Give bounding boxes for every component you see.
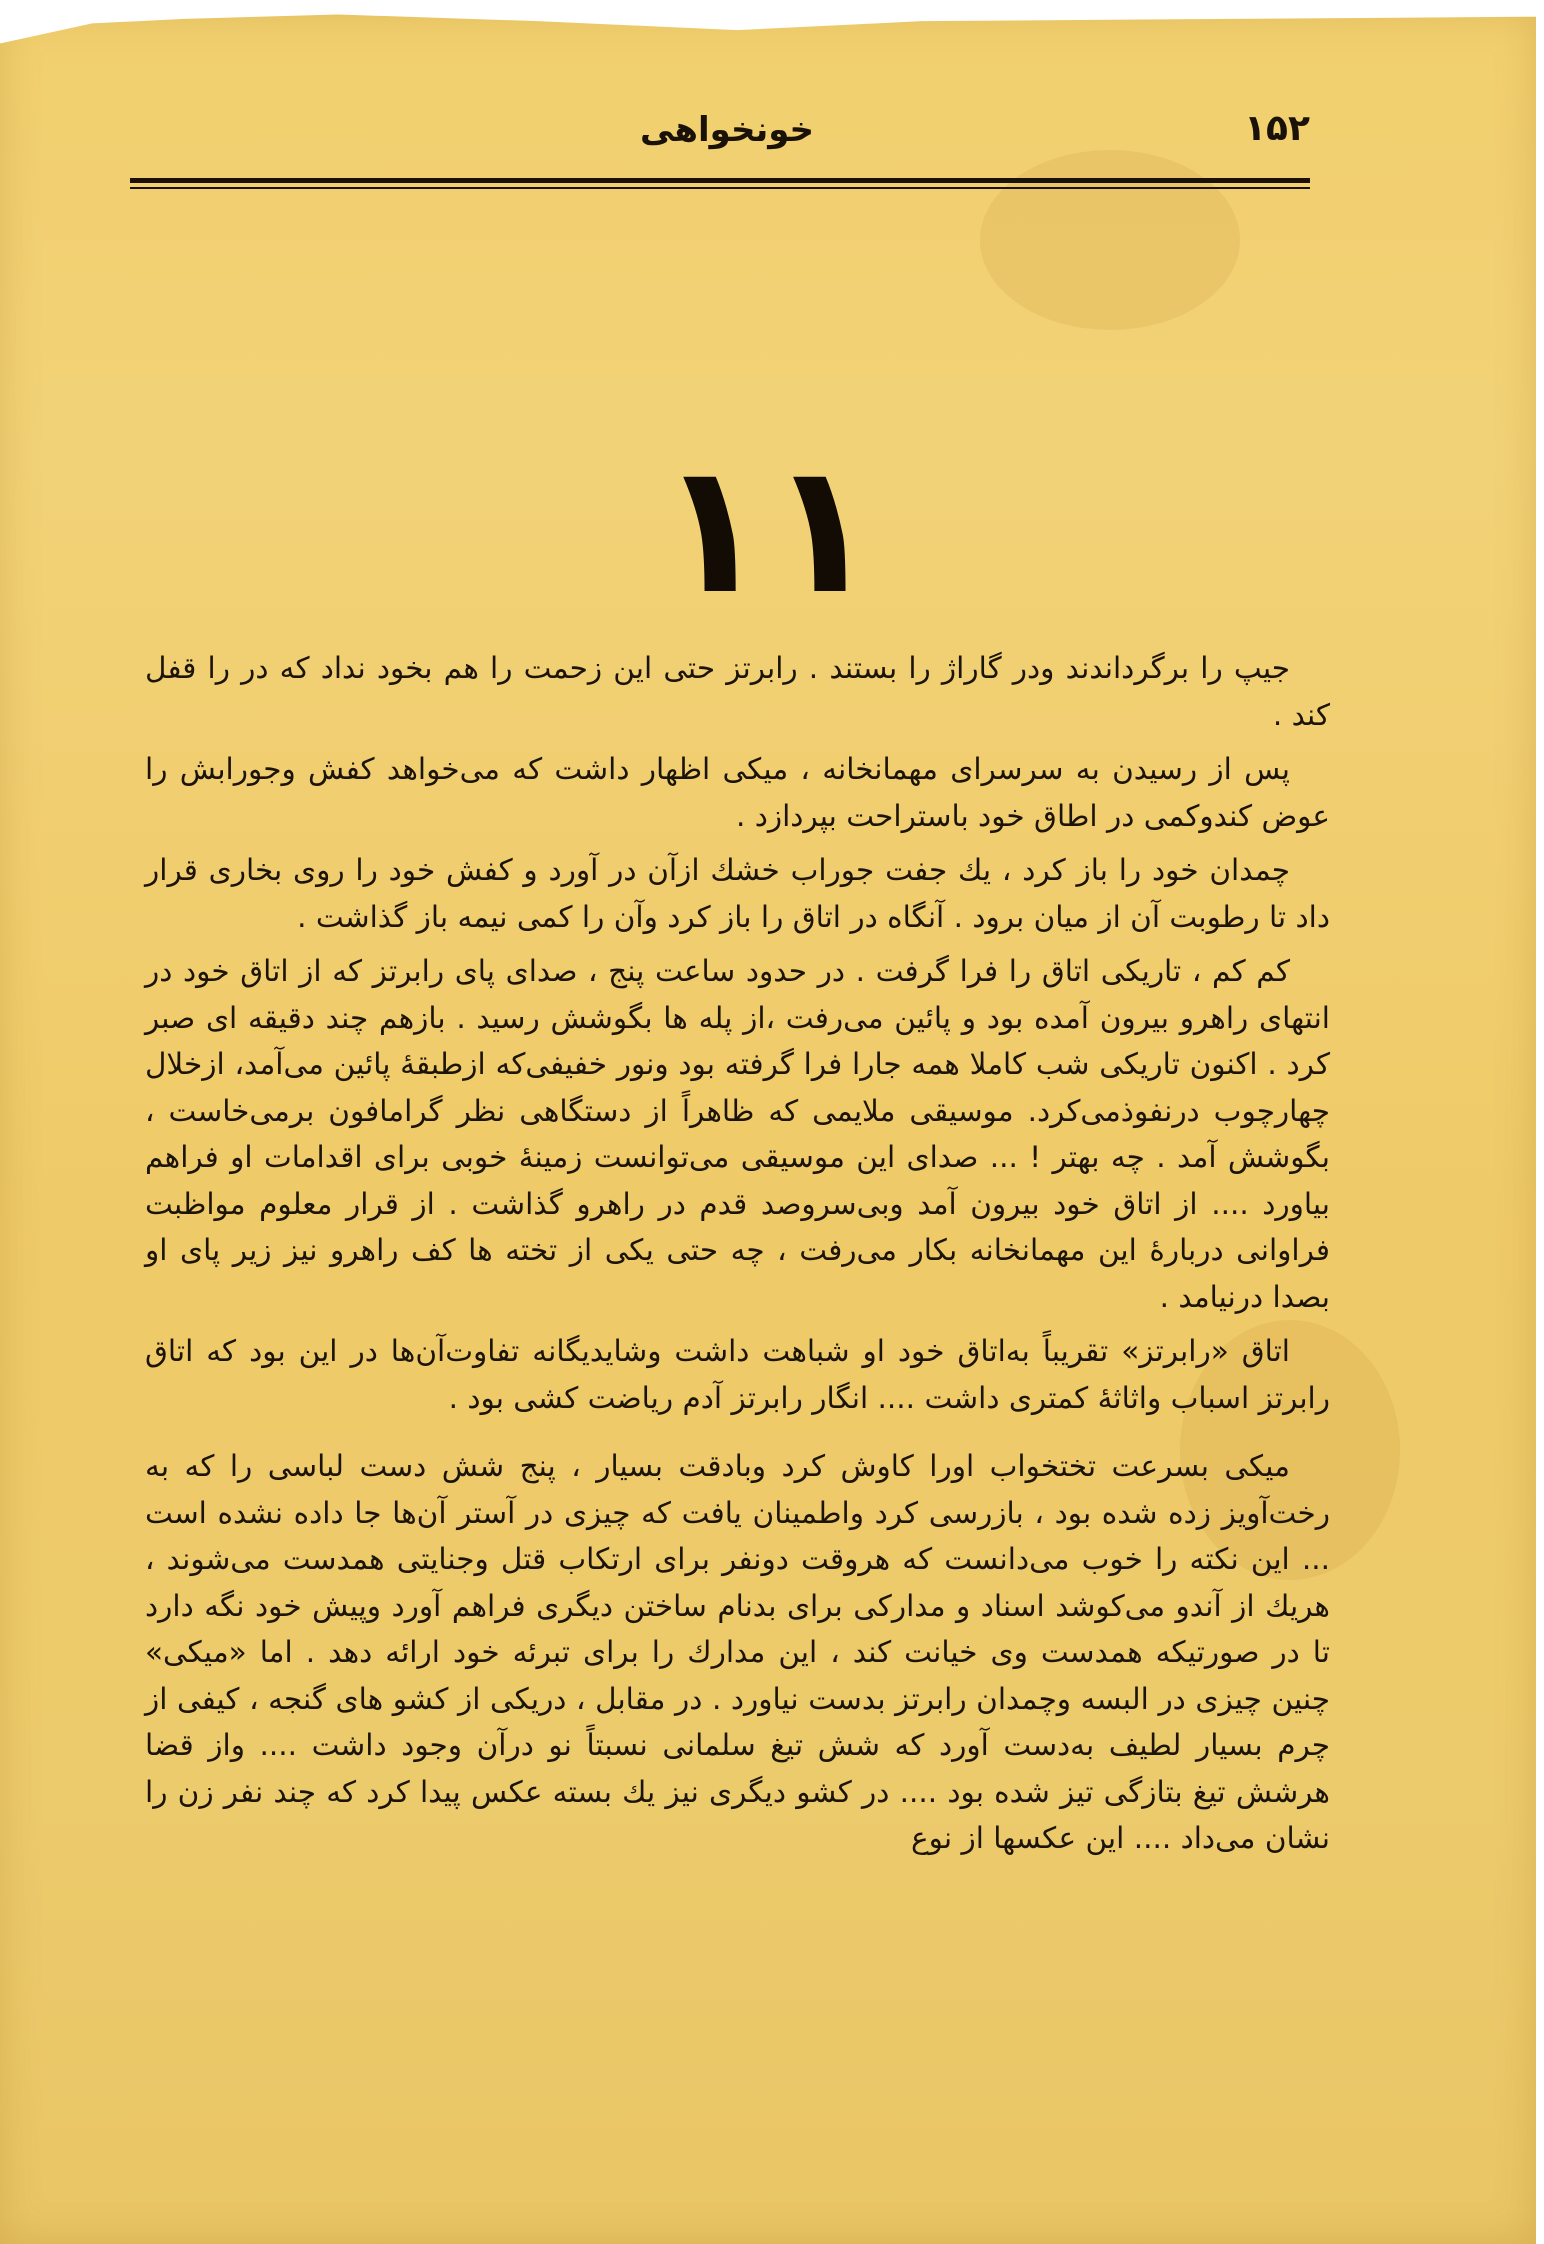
running-title: خونخواهی [640, 110, 815, 150]
paragraph: اتاق «رابرتز» تقریباً به‌اتاق خود او شباهت داشت وشایدیگانه تفاوت‌آن‌ها در این بود که اتاق رابرتز اسباب واثاثهٔ کمتری داشت .... انگار رابرتز آدم ریاضت کشی بود . [145, 1334, 1330, 1415]
page-header [130, 108, 1310, 178]
header-rule-thin [130, 187, 1310, 189]
header-rule-thick [130, 178, 1310, 183]
chapter-number: ۱۱ [658, 425, 878, 634]
paragraph: چمدان خود را باز کرد ، یك جفت جوراب خشك ازآن در آورد و کفش خود را روی بخاری قرار داد تا رطوبت آن از میان برود . آنگاه در اتاق را باز کرد وآن را کمی نیمه باز گذاشت . [145, 853, 1330, 934]
body-text [145, 645, 1330, 1870]
paragraph: جیپ را برگرداندند ودر گاراژ را بستند . رابرتز حتی این زحمت را هم بخود نداد که در را قفل کند . [145, 651, 1330, 732]
paragraph: میکی بسرعت تختخواب اورا کاوش کرد وبادقت بسیار ، پنج شش دست لباسی را که به رخت‌آویز زده شده بود ، بازرسی کرد واطمینان یافت که چیزی در آستر آن‌ها جا داده نشده است ... این نکته را خوب می‌دانست که هروقت دونفر برای ارتکاب قتل وجنایتی همدست می‌شوند ، هریك از آندو می‌کوشد اسناد و مدارکی برای بدنام ساختن دیگری فراهم آورد وپیش خود نگه دارد تا در صورتیکه همدست وی خیانت کند ، این مدارك را برای تبرئه خود ارائه دهد . اما «میکی» چنین چیزی در البسه وچمدان رابرتز بدست نیاورد . در مقابل ، دریکی از کشو های گنجه ، کیفی از چرم بسیار لطیف به‌دست آورد که شش تیغ سلمانی نسبتاً نو درآن وجود داشت .... واز قضا هرشش تیغ بتازگی تیز شده بود .... در کشو دیگری نیز یك بسته عکس پیدا کرد که چند نفر زن را نشان می‌داد .... این عکسها از نوع [145, 1449, 1330, 1855]
paragraph: پس از رسیدن به سرسرای مهمانخانه ، میکی اظهار داشت که می‌خواهد کفش وجورابش را عوض کندوکمی در اطاق خود باستراحت بپردازد . [145, 752, 1330, 833]
paragraph: کم کم ، تاریکی اتاق را فرا گرفت . در حدود ساعت پنج ، صدای پای رابرتز که از اتاق خود در انتهای راهرو بیرون آمده بود و پائین می‌رفت ،از پله ها بگوشش رسید . بازهم چند دقیقه ای صبر کرد . اکنون تاریکی شب کاملا همه جارا فرا گرفته بود ونور خفیفی‌که ازطبقهٔ پائین می‌آمد، ازخلال چهارچوب درنفوذمی‌کرد. موسیقی ملایمی که ظاهراً از دستگاهی نظر گرامافون برمی‌خاست ، بگوشش آمد . چه بهتر ! ... صدای این موسیقی می‌توانست زمینهٔ خوبی برای اقدامات او فراهم بیاورد .... از اتاق خود بیرون آمد وبی‌سروصد قدم در راهرو گذاشت . از قرار معلوم مواظبت فراوانی دربارهٔ این مهمانخانه بکار می‌رفت ، چه حتی یکی از تخته ها کف راهرو نیز زیر پای او بصدا درنیامد . [145, 954, 1330, 1314]
page-number: ۱۵۲ [1244, 108, 1310, 149]
